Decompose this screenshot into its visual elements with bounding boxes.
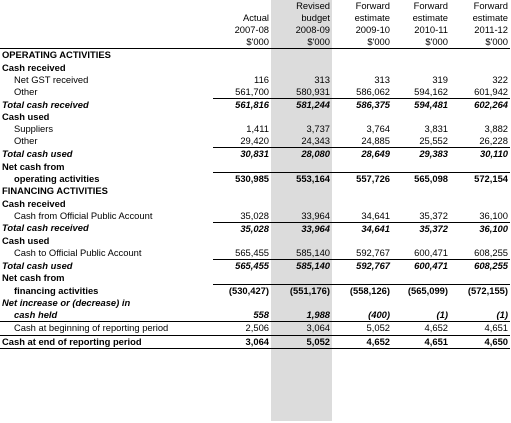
header-label-cell <box>0 0 213 12</box>
empty-cell <box>271 61 332 73</box>
value-cell: 24,885 <box>361 135 390 147</box>
value-cell: 4,651 <box>392 335 450 348</box>
value-cell: 33,964 <box>271 222 332 235</box>
empty-cell <box>271 272 332 285</box>
table-row <box>0 86 510 99</box>
column-header-cell: estimate <box>472 12 508 24</box>
empty-cell <box>392 61 450 73</box>
row-label: Cash from Official Public Account <box>14 209 153 221</box>
empty-cell <box>271 49 332 62</box>
column-header-cell: 2009-10 <box>355 24 390 36</box>
value-cell: 35,372 <box>419 209 448 221</box>
value-cell: (1) <box>436 309 448 321</box>
table-row <box>0 322 510 335</box>
row-label: Total cash used <box>2 147 73 159</box>
empty-cell <box>332 235 392 247</box>
column-header-cell: $'000 <box>450 36 510 49</box>
row-label: Cash at end of reporting period <box>0 335 213 348</box>
value-cell: 3,882 <box>484 122 508 134</box>
value-cell: (400) <box>368 309 390 321</box>
header-row <box>0 12 510 24</box>
value-cell: 322 <box>492 73 508 85</box>
value-cell: 580,931 <box>296 85 330 97</box>
column-header-cell: $'000 <box>332 36 392 49</box>
empty-cell <box>450 49 510 62</box>
subheading-label: Cash received <box>2 61 66 73</box>
value-cell: 594,481 <box>392 98 450 111</box>
value-cell: 3,064 <box>213 335 271 348</box>
value-cell: 313 <box>314 73 330 85</box>
empty-cell <box>392 160 450 173</box>
value-cell: 34,641 <box>332 222 392 235</box>
value-cell: 608,255 <box>450 259 510 272</box>
value-cell: 26,228 <box>479 135 508 147</box>
value-cell: 28,080 <box>271 148 332 161</box>
column-header-cell: 2010-11 <box>414 24 448 36</box>
column-header-cell: Forward <box>355 0 390 12</box>
value-cell: 4,651 <box>450 322 510 335</box>
row-label: Cash to Official Public Account <box>14 247 142 259</box>
empty-cell <box>392 235 450 247</box>
column-header-cell: Actual <box>242 12 269 24</box>
value-cell: 561,700 <box>235 85 269 97</box>
header-row <box>0 36 510 49</box>
value-cell: 530,985 <box>213 173 271 186</box>
value-cell: 35,028 <box>240 209 269 221</box>
subheading-row <box>0 297 510 309</box>
empty-cell <box>213 160 271 173</box>
empty-cell <box>392 272 450 285</box>
value-cell: 29,383 <box>392 148 450 161</box>
value-cell: 116 <box>254 73 269 85</box>
empty-cell <box>450 297 510 309</box>
value-cell: 572,154 <box>450 173 510 186</box>
column-header-cell: Revised <box>296 0 330 12</box>
value-cell: 557,726 <box>332 173 392 186</box>
value-cell: 592,767 <box>332 259 392 272</box>
row-label: Total cash used <box>2 259 73 271</box>
empty-cell <box>332 198 392 210</box>
table-row <box>0 335 510 348</box>
column-header-cell: 2007-08 <box>234 24 269 36</box>
empty-cell <box>392 198 450 210</box>
empty-cell <box>213 198 271 210</box>
value-cell: 601,942 <box>474 85 508 97</box>
column-header-cell: $'000 <box>213 36 271 49</box>
value-cell: 4,652 <box>332 335 392 348</box>
section-title: FINANCING ACTIVITIES <box>2 185 108 197</box>
value-cell: (565,099) <box>392 285 450 298</box>
empty-cell <box>392 111 450 123</box>
row-label: Total cash received <box>2 98 89 110</box>
subheading-label: Net cash from <box>2 272 65 284</box>
value-cell: 565,455 <box>235 246 269 258</box>
empty-cell <box>332 185 392 197</box>
header-label-cell <box>0 36 213 49</box>
column-header-cell: estimate <box>412 12 448 24</box>
subheading-label: Net cash from <box>2 160 65 172</box>
value-cell: 3,831 <box>424 122 448 134</box>
row-label: Total cash received <box>2 222 89 234</box>
empty-cell <box>271 160 332 173</box>
value-cell: 4,652 <box>392 322 450 335</box>
value-cell: 594,162 <box>414 85 448 97</box>
subheading-label: Cash received <box>2 197 66 209</box>
value-cell: 602,264 <box>450 98 510 111</box>
value-cell: 35,372 <box>392 222 450 235</box>
value-cell: 585,140 <box>271 259 332 272</box>
empty-cell <box>271 297 332 309</box>
column-header-cell: 2011-12 <box>474 24 508 36</box>
value-cell: 561,816 <box>213 98 271 111</box>
empty-cell <box>271 185 332 197</box>
table-row <box>0 222 510 235</box>
empty-cell <box>332 61 392 73</box>
column-header-cell: Forward <box>473 0 508 12</box>
empty-cell <box>271 198 332 210</box>
empty-cell <box>450 111 510 123</box>
value-cell: 565,455 <box>213 259 271 272</box>
row-label: financing activities <box>14 284 99 296</box>
table-row <box>0 135 510 148</box>
value-cell: 313 <box>374 73 390 85</box>
value-cell: 585,140 <box>296 246 330 258</box>
value-cell: 30,831 <box>213 148 271 161</box>
row-label: Suppliers <box>14 122 54 134</box>
row-label: Net GST received <box>14 73 89 85</box>
empty-cell <box>213 297 271 309</box>
column-header-cell: $'000 <box>271 36 332 49</box>
value-cell: (558,126) <box>332 285 392 298</box>
empty-cell <box>392 297 450 309</box>
header-row <box>0 24 510 36</box>
header-label-cell <box>0 24 213 36</box>
empty-cell <box>450 61 510 73</box>
value-cell: 30,110 <box>450 148 510 161</box>
empty-cell <box>332 111 392 123</box>
row-label: Other <box>14 85 38 97</box>
value-cell: 2,506 <box>213 322 271 335</box>
value-cell: 319 <box>432 73 448 85</box>
value-cell: 5,052 <box>332 322 392 335</box>
value-cell: 36,100 <box>450 222 510 235</box>
value-cell: 565,098 <box>392 173 450 186</box>
section-heading-row <box>0 185 510 197</box>
value-cell: 34,641 <box>361 209 390 221</box>
value-cell: 558 <box>253 309 269 321</box>
value-cell: 28,649 <box>332 148 392 161</box>
empty-cell <box>450 272 510 285</box>
value-cell: (1) <box>496 309 508 321</box>
value-cell: 1,411 <box>246 122 269 134</box>
value-cell: 3,764 <box>366 122 390 134</box>
column-header-cell: budget <box>301 12 330 24</box>
value-cell: 33,964 <box>301 209 330 221</box>
value-cell: 3,737 <box>306 122 330 134</box>
empty-cell <box>450 235 510 247</box>
empty-cell <box>332 297 392 309</box>
section-title: OPERATING ACTIVITIES <box>2 49 111 61</box>
value-cell: 608,255 <box>474 246 508 258</box>
table-row <box>0 98 510 111</box>
value-cell: 581,244 <box>271 98 332 111</box>
column-header-cell: estimate <box>354 12 390 24</box>
empty-cell <box>213 185 271 197</box>
empty-cell <box>271 111 332 123</box>
table-row <box>0 74 510 86</box>
empty-cell <box>271 235 332 247</box>
empty-cell <box>213 61 271 73</box>
table-row <box>0 259 510 272</box>
empty-cell <box>392 49 450 62</box>
value-cell: 592,767 <box>356 246 390 258</box>
value-cell: 35,028 <box>213 222 271 235</box>
table-row <box>0 285 510 298</box>
empty-cell <box>450 198 510 210</box>
table-row <box>0 123 510 135</box>
table-row <box>0 173 510 186</box>
empty-cell <box>213 49 271 62</box>
row-label: Other <box>14 135 38 147</box>
column-header-cell: $'000 <box>392 36 450 49</box>
empty-cell <box>213 111 271 123</box>
subheading-label: Cash used <box>2 110 50 122</box>
subheading-row <box>0 111 510 123</box>
column-header-cell: Forward <box>413 0 448 12</box>
value-cell: 5,052 <box>271 335 332 348</box>
empty-cell <box>213 235 271 247</box>
value-cell: (572,155) <box>450 285 510 298</box>
value-cell: 29,420 <box>240 135 269 147</box>
header-label-cell <box>0 12 213 24</box>
empty-cell <box>392 185 450 197</box>
value-cell: 586,375 <box>332 98 392 111</box>
empty-cell <box>332 49 392 62</box>
value-cell: (551,176) <box>271 285 332 298</box>
column-header-cell: 2008-09 <box>295 24 330 36</box>
value-cell: 586,062 <box>356 85 390 97</box>
subheading-row <box>0 235 510 247</box>
value-cell: 600,471 <box>392 259 450 272</box>
value-cell: 36,100 <box>479 209 508 221</box>
header-row <box>0 0 510 12</box>
subheading-label: Cash used <box>2 234 50 246</box>
empty-cell <box>332 160 392 173</box>
subheading-row <box>0 198 510 210</box>
row-label: cash held <box>14 309 58 321</box>
value-cell: 25,552 <box>419 135 448 147</box>
subheading-row <box>0 160 510 173</box>
value-cell: 3,064 <box>271 322 332 335</box>
value-cell: 1,988 <box>306 309 330 321</box>
row-label: operating activities <box>14 173 100 185</box>
section-heading-row <box>0 49 510 62</box>
row-label: Cash at beginning of reporting period <box>0 322 213 335</box>
table-row <box>0 309 510 322</box>
value-cell: 24,343 <box>301 135 330 147</box>
empty-cell <box>213 272 271 285</box>
empty-cell <box>450 185 510 197</box>
column-header-cell <box>213 0 271 12</box>
subheading-row <box>0 272 510 285</box>
table-row <box>0 148 510 161</box>
value-cell: 600,471 <box>414 246 448 258</box>
table-row <box>0 210 510 223</box>
subheading-label: Net increase or (decrease) in <box>2 297 131 309</box>
value-cell: 4,650 <box>450 335 510 348</box>
value-cell: 553,164 <box>271 173 332 186</box>
table-row <box>0 247 510 260</box>
subheading-row <box>0 61 510 73</box>
empty-cell <box>450 160 510 173</box>
empty-cell <box>332 272 392 285</box>
value-cell: (530,427) <box>213 285 271 298</box>
